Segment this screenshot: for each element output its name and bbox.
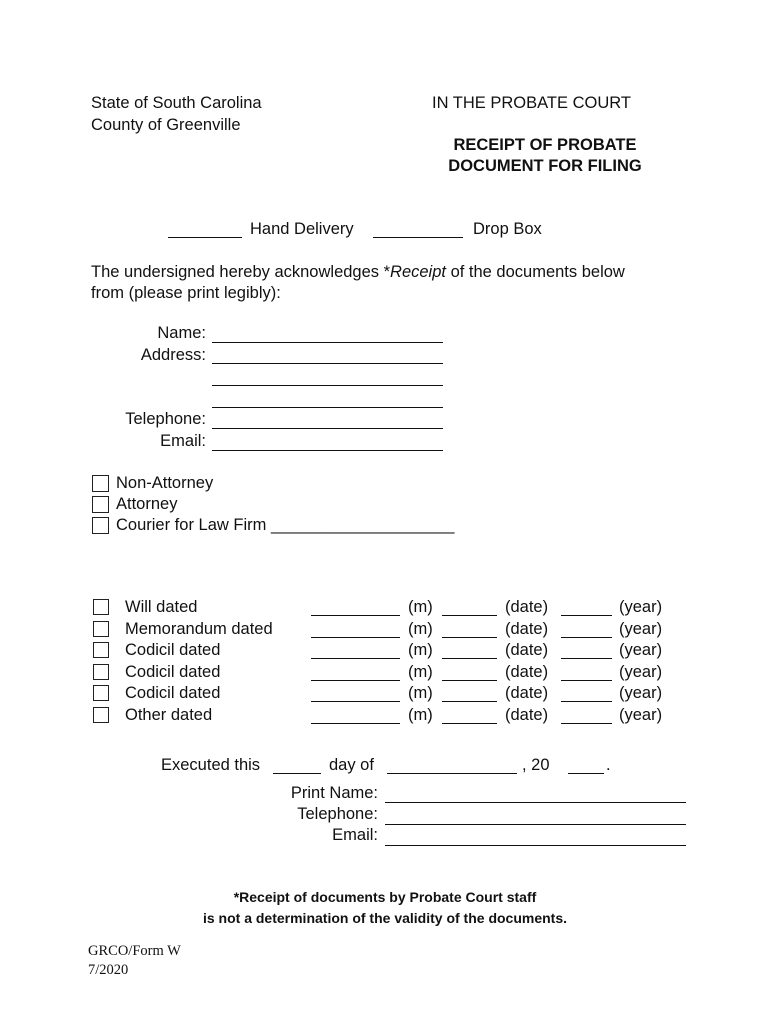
document-label: Memorandum dated (125, 620, 273, 638)
document-label: Codicil dated (125, 641, 221, 659)
year-label: (year) (619, 706, 663, 724)
year-label: (year) (619, 641, 663, 659)
email-field[interactable] (212, 450, 443, 451)
year-blank[interactable] (561, 701, 612, 702)
footnote-line1: *Receipt of documents by Probate Court staff (233, 889, 537, 905)
date-blank[interactable] (442, 615, 497, 616)
hand-delivery-blank[interactable] (168, 237, 242, 238)
year-blank[interactable] (561, 723, 612, 724)
document-checkbox[interactable] (93, 664, 109, 680)
year-blank[interactable] (568, 773, 604, 774)
date-label: (date) (505, 641, 549, 659)
month-label: (m) (408, 641, 433, 659)
date-label: (date) (505, 706, 549, 724)
name-field[interactable] (212, 342, 443, 343)
date-blank[interactable] (442, 701, 497, 702)
document-checkbox[interactable] (93, 621, 109, 637)
document-checkbox[interactable] (93, 642, 109, 658)
year-blank[interactable] (561, 658, 612, 659)
exec-email-field[interactable] (385, 845, 686, 846)
date-blank[interactable] (442, 658, 497, 659)
ack-text-suffix: of the documents below (445, 263, 625, 281)
month-label: (m) (408, 598, 433, 616)
address-field-line2[interactable] (212, 385, 443, 386)
print-name-label: Print Name: (290, 784, 378, 802)
date-label: (date) (505, 598, 549, 616)
address-field-line3[interactable] (212, 407, 443, 408)
form-date: 7/2020 (88, 962, 129, 978)
address-field-line1[interactable] (212, 363, 443, 364)
telephone-field[interactable] (212, 428, 443, 429)
exec-email-label: Email: (332, 826, 378, 844)
month-blank[interactable] (387, 773, 517, 774)
form-id: GRCO/Form W (88, 943, 181, 959)
document-label: Codicil dated (125, 663, 221, 681)
month-label: (m) (408, 684, 433, 702)
court-label: IN THE PROBATE COURT (432, 94, 631, 112)
attorney-label: Attorney (116, 495, 178, 513)
print-name-field[interactable] (385, 802, 686, 803)
exec-telephone-field[interactable] (385, 824, 686, 825)
non-attorney-label: Non-Attorney (116, 474, 214, 492)
date-blank[interactable] (442, 637, 497, 638)
year-prefix-label: , 20 (522, 756, 550, 774)
drop-box-label: Drop Box (473, 220, 542, 238)
year-label: (year) (619, 684, 663, 702)
form-title-line2: DOCUMENT FOR FILING (448, 157, 642, 175)
attorney-checkbox[interactable] (92, 496, 109, 513)
document-label: Other dated (125, 706, 213, 724)
drop-box-blank[interactable] (373, 237, 463, 238)
year-label: (year) (619, 598, 663, 616)
month-blank[interactable] (311, 658, 400, 659)
month-blank[interactable] (311, 615, 400, 616)
month-blank[interactable] (311, 637, 400, 638)
hand-delivery-label: Hand Delivery (250, 220, 354, 238)
year-blank[interactable] (561, 680, 612, 681)
acknowledgement-line2: from (please print legibly): (91, 284, 281, 302)
county-label: County of Greenville (91, 116, 241, 134)
name-label: Name: (157, 324, 206, 342)
date-label: (date) (505, 663, 549, 681)
year-label: (year) (619, 663, 663, 681)
document-checkbox[interactable] (93, 707, 109, 723)
footnote-line2: is not a determination of the validity of the documents. (202, 910, 568, 926)
document-label: Codicil dated (125, 684, 221, 702)
email-label: Email: (160, 432, 206, 450)
courier-label: Courier for Law Firm ____________________ (116, 516, 455, 534)
month-blank[interactable] (311, 701, 400, 702)
month-blank[interactable] (311, 723, 400, 724)
month-label: (m) (408, 620, 433, 638)
month-label: (m) (408, 706, 433, 724)
month-blank[interactable] (311, 680, 400, 681)
ack-text-prefix: The undersigned hereby acknowledges * (91, 263, 391, 281)
telephone-label: Telephone: (125, 410, 206, 428)
year-blank[interactable] (561, 615, 612, 616)
state-label: State of South Carolina (91, 94, 262, 112)
form-title-line1: RECEIPT OF PROBATE (453, 136, 637, 154)
document-label: Will dated (125, 598, 198, 616)
acknowledgement-line1 (91, 263, 625, 282)
non-attorney-checkbox[interactable] (92, 475, 109, 492)
exec-telephone-label: Telephone: (297, 805, 378, 823)
year-label: (year) (619, 620, 663, 638)
date-label: (date) (505, 620, 549, 638)
month-label: (m) (408, 663, 433, 681)
period: . (606, 756, 611, 774)
document-checkbox[interactable] (93, 599, 109, 615)
day-of-label: day of (329, 756, 374, 774)
day-blank[interactable] (273, 773, 321, 774)
document-checkbox[interactable] (93, 685, 109, 701)
courier-checkbox[interactable] (92, 517, 109, 534)
year-blank[interactable] (561, 637, 612, 638)
date-label: (date) (505, 684, 549, 702)
executed-this-label: Executed this (161, 756, 261, 774)
date-blank[interactable] (442, 680, 497, 681)
date-blank[interactable] (442, 723, 497, 724)
address-label: Address: (140, 346, 206, 364)
ack-receipt-italic: Receipt (390, 263, 446, 281)
